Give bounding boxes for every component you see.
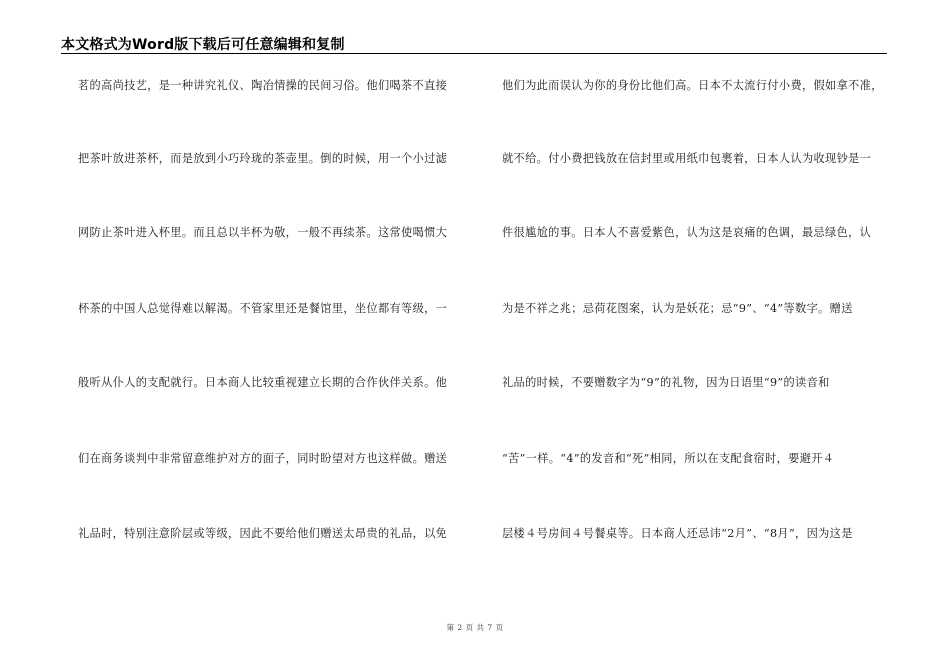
text-line: 杯茶的中国人总觉得难以解渴。不管家里还是餐馆里，坐位都有等级，一 xyxy=(78,302,448,315)
text-line: 为是不祥之兆；忌荷花图案，认为是妖花；忌“9”、“4”等数字。赠送 xyxy=(502,302,853,315)
text-line: 网防止茶叶进入杯里。而且总以半杯为敬，一般不再续茶。这常使喝惯大 xyxy=(78,226,448,239)
text-line: 们在商务谈判中非常留意维护对方的面子，同时盼望对方也这样做。赠送 xyxy=(78,452,448,465)
header-divider xyxy=(61,53,887,54)
text-line: 把茶叶放进茶杯，而是放到小巧玲珑的茶壶里。倒的时候，用一个小过滤 xyxy=(78,152,448,165)
text-line: 他们为此而误认为你的身份比他们高。日本不太流行付小费，假如拿不准， xyxy=(502,79,883,92)
text-line: 般听从仆人的支配就行。日本商人比较重视建立长期的合作伙伴关系。他 xyxy=(78,376,448,389)
text-line: “苦”一样。“4”的发音和“死”相同，所以在支配食宿时，要避开４ xyxy=(502,452,835,465)
text-line: 件很尴尬的事。日本人不喜爱紫色，认为这是哀痛的色调，最忌绿色，认 xyxy=(502,226,872,239)
text-line: 礼品的时候，不要赠数字为“9”的礼物，因为日语里“9”的读音和 xyxy=(502,376,830,389)
text-line: 礼品时，特别注意阶层或等级，因此不要给他们赠送太昂贵的礼品，以免 xyxy=(78,527,448,540)
header-title: 本文格式为Word版下载后可任意编辑和复制 xyxy=(61,37,345,53)
text-line: 就不给。付小费把钱放在信封里或用纸巾包裹着，日本人认为收现钞是一 xyxy=(502,152,872,165)
page-number: 第 2 页 共 7 页 xyxy=(446,623,504,632)
text-line: 层楼４号房间４号餐桌等。日本商人还忌讳“2月”、“8月”，因为这是 xyxy=(502,527,853,540)
page-header xyxy=(61,32,887,54)
text-line: 茗的高尚技艺，是一种讲究礼仪、陶冶情操的民间习俗。他们喝茶不直接 xyxy=(78,79,448,92)
